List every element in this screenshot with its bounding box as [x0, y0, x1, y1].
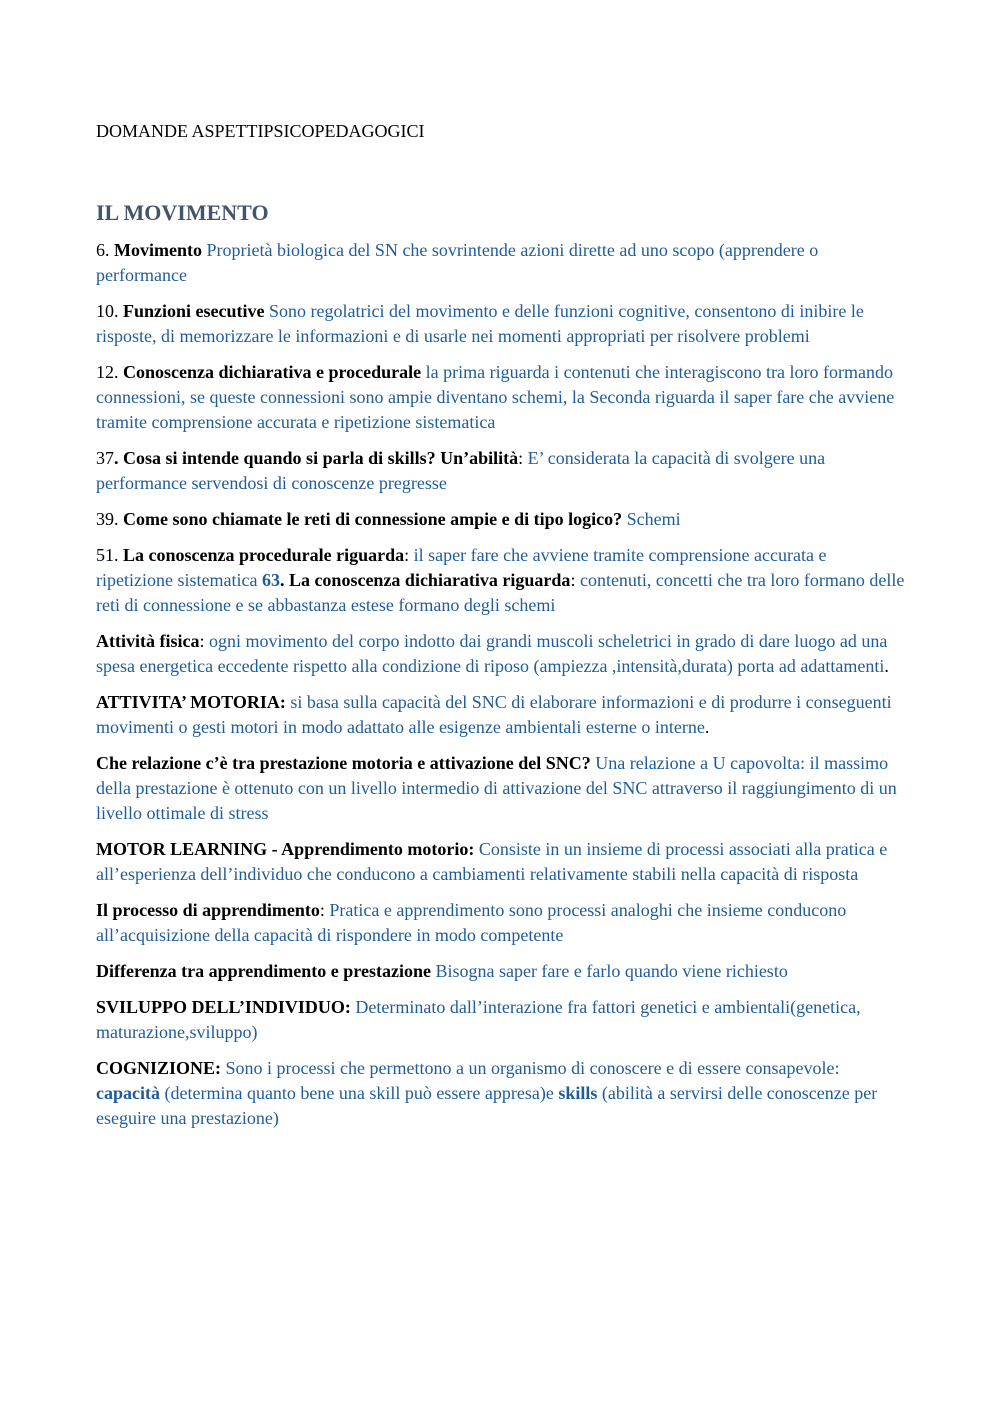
separator: : [404, 545, 414, 565]
term: . Cosa si intende quando si parla di skills? Un’abilità [114, 448, 519, 468]
paragraph-movimento [96, 238, 906, 288]
definition-skills: (abilità a servirsi delle conoscenze per eseguire una prestazione) [96, 1083, 878, 1128]
term: La conoscenza procedurale riguarda [123, 545, 405, 565]
definition: Proprietà biologica del SN che sovrintende azioni dirette ad uno scopo (apprendere o performance [96, 240, 819, 285]
paragraph-relazione-snc [96, 751, 906, 826]
paragraph-cognizione [96, 1056, 906, 1131]
term: Attività fisica [96, 631, 200, 651]
paragraph-end: . [884, 656, 889, 676]
definition: Sono i processi che permettono a un organismo di conoscere e di essere consapevole: [225, 1058, 840, 1078]
definition: Schemi [626, 509, 681, 529]
paragraph-processo-apprendimento [96, 898, 906, 948]
definition: la prima riguarda i contenuti che interagiscono tra loro formando connessioni, se queste connessioni sono ampie diventano schemi, la Seconda riguarda il saper fare che avviene tramite comprensione accurata e ripetizione sistematica [96, 362, 895, 432]
definition-secondary: contenuti, concetti che tra loro formano delle reti di connessione e se abbastanza estese formano degli schemi [96, 570, 905, 615]
separator: : [518, 448, 528, 468]
paragraph-attivita-motoria [96, 690, 906, 740]
paragraph-funzioni-esecutive [96, 299, 906, 349]
item-number-secondary: 63 [261, 570, 280, 590]
document-title: DOMANDE ASPETTIPSICOPEDAGOGICI [96, 121, 425, 141]
definition: si basa sulla capacità del SNC di elaborare informazioni e di produrre i conseguenti movimenti o gesti motori in modo adattato alle esigenze ambientali esterne o interne [96, 692, 892, 737]
term: Differenza tra apprendimento e prestazione [96, 961, 431, 981]
item-number: 10. [96, 301, 123, 321]
item-number: 37 [96, 448, 114, 468]
highlight-skills: skills [558, 1083, 598, 1103]
definition: Pratica e apprendimento sono processi analoghi che insieme conducono all’acquisizione della capacità di rispondere in modo competente [96, 900, 847, 945]
term: COGNIZIONE: [96, 1058, 222, 1078]
paragraph-conoscenza [96, 360, 906, 435]
term-secondary: . La conoscenza dichiarativa riguarda [279, 570, 571, 590]
paragraph-procedurale-dichiarativa [96, 543, 906, 618]
definition: Determinato dall’interazione fra fattori genetici e ambientali(genetica, maturazione,sviluppo) [96, 997, 861, 1042]
paragraph-sviluppo [96, 995, 906, 1045]
paragraph-motor-learning [96, 837, 906, 887]
section-title: IL MOVIMENTO [96, 200, 269, 225]
term: Come sono chiamate le reti di connessione ampie e di tipo logico? [123, 509, 623, 529]
term: Il processo di apprendimento [96, 900, 320, 920]
definition-capacita: (determina quanto bene una skill può essere appresa)e [159, 1083, 559, 1103]
definition: Sono regolatrici del movimento e delle funzioni cognitive, consentono di inibire le risposte, di memorizzare le informazioni e di usarle nei momenti appropriati per risolvere problemi [96, 301, 864, 346]
term: Funzioni esecutive [123, 301, 265, 321]
term: Che relazione c’è tra prestazione motoria e attivazione del SNC? [96, 753, 591, 773]
term: ATTIVITA’ MOTORIA: [96, 692, 286, 712]
term: Conoscenza dichiarativa e procedurale [123, 362, 422, 382]
paragraph-differenza [96, 959, 906, 984]
item-number: 12. [96, 362, 123, 382]
paragraph-attivita-fisica [96, 629, 906, 679]
paragraph-reti [96, 507, 906, 532]
item-number: 39. [96, 509, 123, 529]
definition: Una relazione a U capovolta: il massimo della prestazione è ottenuto con un livello intermedio di attivazione del SNC attraverso il raggiungimento di un livello ottimale di stress [96, 753, 897, 823]
definition: E’ considerata la capacità di svolgere una performance servendosi di conoscenze pregresse [96, 448, 826, 493]
term: Movimento [114, 240, 202, 260]
paragraph-end: . [704, 717, 710, 737]
term: MOTOR LEARNING - Apprendimento motorio: [96, 839, 475, 859]
separator: : [199, 631, 209, 651]
definition: il saper fare che avviene tramite comprensione accurata e ripetizione sistematica [96, 545, 827, 590]
paragraph-skills [96, 446, 906, 496]
highlight-capacita: capacità [96, 1083, 160, 1103]
item-number: 51. [96, 545, 123, 565]
definition: Consiste in un insieme di processi associati alla pratica e all’esperienza dell’individuo che conducono a cambiamenti relativamente stabili nella capacità di risposta [96, 839, 888, 884]
separator-secondary: : [570, 570, 580, 590]
definition: ogni movimento del corpo indotto dai grandi muscoli scheletrici in grado di dare luogo ad una spesa energetica eccedente rispetto alla condizione di riposo (ampiezza ,intensità,durata) porta ad adattamenti [96, 631, 888, 676]
item-number: 6. [96, 240, 114, 260]
separator: : [319, 900, 330, 920]
term: SVILUPPO DELL’INDIVIDUO: [96, 997, 351, 1017]
definition: Bisogna saper fare e farlo quando viene richiesto [435, 961, 788, 981]
